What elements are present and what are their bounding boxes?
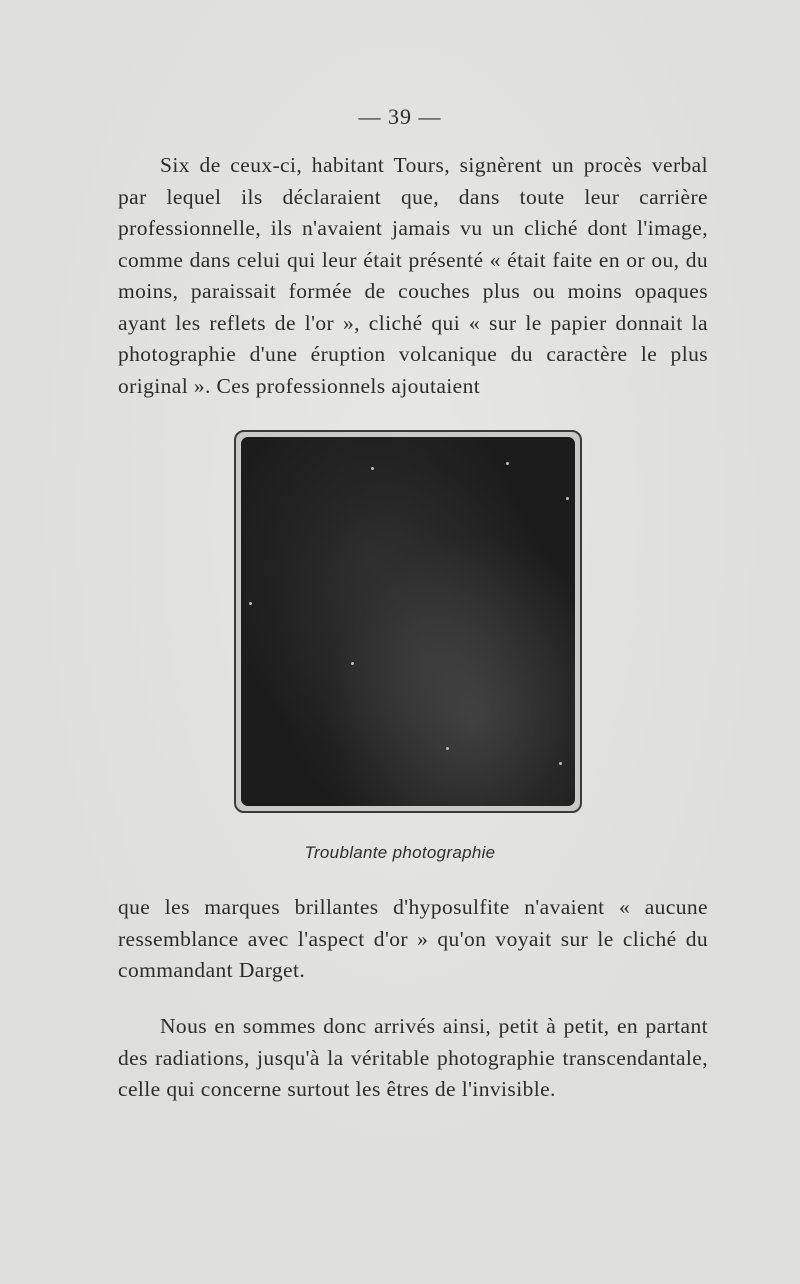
paragraph-3 [118,1011,708,1106]
photo-speck [559,762,562,765]
photo-speck [371,467,374,470]
paragraph-1 [118,150,708,402]
page-number: — 39 — [358,104,442,129]
photograph-figure [234,430,582,813]
photograph-image [241,437,575,806]
paragraph-2 [118,892,708,987]
paragraph-1-text: Six de ceux-ci, habitant Tours, signèrent un procès verbal par lequel ils déclaraient que, dans toute leur carrière professionnelle, ils n'avaient jamais vu un cliché dont l'image, comme dans celui qui leur était présenté « était faite en or ou, du moins, paraissait formée de couches plus ou moins opaques ayant les reflets de l'or », cliché qui « sur le papier donnait la photographie d'une éruption volcanique du caractère le plus original ». Ces professionnels ajoutaient [118,153,708,398]
photo-speck [249,602,252,605]
photo-speck [446,747,449,750]
photo-speck [506,462,509,465]
photo-speck [351,662,354,665]
paragraph-3-text: Nous en sommes donc arrivés ainsi, petit à petit, en partant des radiations, jusqu'à la véritable photographie transcendantale, celle qui concerne surtout les êtres de l'invisible. [118,1014,708,1101]
photo-speck [566,497,569,500]
figure-caption: Troublante photographie [304,843,496,862]
paragraph-2-text: que les marques brillantes d'hyposulfite n'avaient « aucune ressemblance avec l'aspect d'or » qu'on voyait sur le cliché du commandant Darget. [118,895,708,982]
